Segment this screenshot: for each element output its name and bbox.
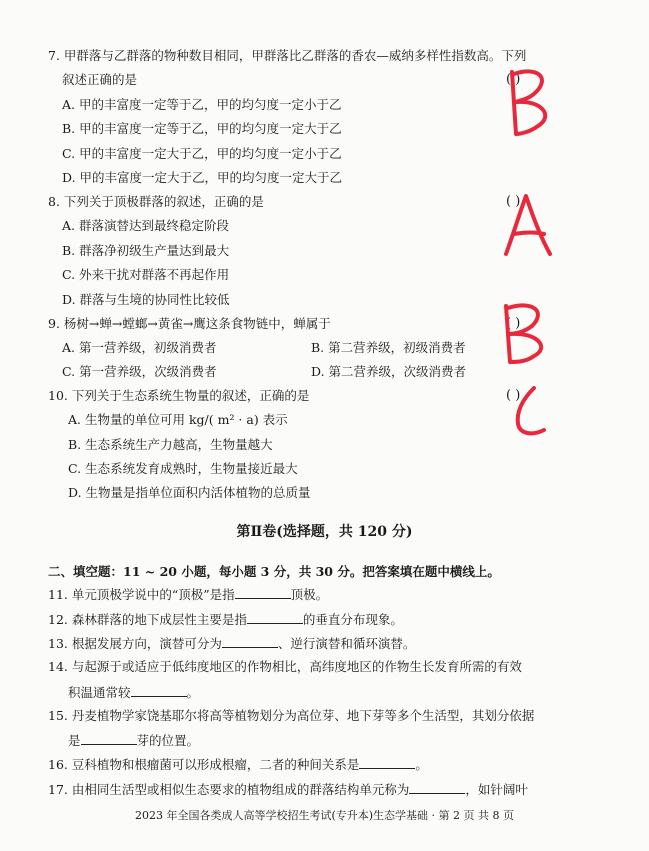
q7-stem-line1: 7. 甲群落与乙群落的物种数目相同，甲群落比乙群落的香农—威纳多样性指数高。下列 — [48, 48, 527, 63]
answer-blank[interactable] — [222, 635, 278, 648]
q7-option-c: C. 甲的丰富度一定大于乙，甲的均匀度一定小于乙 — [62, 146, 342, 161]
q10-stem: 10. 下列关于生态系统生物量的叙述，正确的是 — [48, 388, 310, 403]
q7-option-a: A. 甲的丰富度一定等于乙，甲的均匀度一定小于乙 — [62, 97, 342, 112]
q10-option-c: C. 生态系统发育成熟时，生物量接近最大 — [68, 461, 298, 476]
answer-blank[interactable] — [359, 756, 415, 769]
fill-item: 17. 由相同生活型或相似生态要求的植物组成的群落结构单元称为 ，如针阔叶 — [48, 782, 528, 797]
q7-handwritten-answer — [498, 64, 558, 144]
q9-handwritten-answer — [494, 300, 554, 370]
q7-option-b: B. 甲的丰富度一定等于乙，甲的均匀度一定大于乙 — [62, 121, 342, 136]
q8-option-c: C. 外来干扰对群落不再起作用 — [62, 267, 230, 282]
q10-option-d: D. 生物量是指单位面积内活体植物的总质量 — [68, 485, 311, 500]
fill-item: 12. 森林群落的地下成层性主要是指 的垂直分布现象。 — [48, 612, 403, 627]
q10-option-a: A. 生物量的单位可用 kg/( m² · a) 表示 — [68, 412, 288, 427]
q10-option-b: B. 生态系统生产力越高，生物量越大 — [68, 437, 273, 452]
page-footer: 2023 年全国各类成人高等学校招生考试(专升本)生态学基础 · 第 2 页 共 8 页 — [134, 809, 515, 822]
q10-handwritten-answer — [504, 382, 554, 442]
section-header: 二、填空题：11 ~ 20 小题，每小题 3 分，共 30 分。把答案填在题中横线上。 — [48, 564, 500, 579]
answer-blank[interactable] — [247, 611, 303, 624]
q8-option-d: D. 群落与生境的协同性比较低 — [62, 292, 230, 307]
answer-blank[interactable] — [409, 781, 465, 794]
q9-option-b: B. 第二营养级，初级消费者 — [311, 340, 466, 355]
answer-blank[interactable] — [235, 586, 291, 599]
q8-answer-paren: ( ) — [506, 194, 521, 209]
fill-item: 是 芽的位置。 — [68, 733, 200, 748]
answer-blank[interactable] — [81, 732, 137, 745]
q9-option-c: C. 第一营养级，次级消费者 — [62, 364, 217, 379]
fill-item: 14. 与起源于或适应于低纬度地区的作物相比，高纬度地区的作物生长发育所需的有效 — [48, 659, 522, 674]
q8-handwritten-answer — [498, 192, 558, 262]
fill-item: 积温通常较 。 — [68, 685, 200, 700]
q8-stem: 8. 下列关于顶极群落的叙述，正确的是 — [48, 194, 264, 209]
fill-item: 13. 根据发展方向，演替可分为 、逆行演替和循环演替。 — [48, 636, 416, 651]
q7-stem-line2: 叙述正确的是 — [62, 72, 138, 87]
q9-answer-paren: ( ) — [506, 316, 521, 331]
q7-answer-paren: ( ) — [506, 72, 521, 87]
q8-option-b: B. 群落净初级生产量达到最大 — [62, 243, 230, 258]
fill-item: 15. 丹麦植物学家饶基耶尔将高等植物划分为高位芽、地下芽等多个生活型，其划分依据 — [48, 708, 535, 723]
q8-option-a: A. 群落演替达到最终稳定阶段 — [62, 218, 229, 233]
q9-option-d: D. 第二营养级，次级消费者 — [311, 364, 467, 379]
fill-item: 16. 豆科植物和根瘤菌可以形成根瘤，二者的种间关系是 。 — [48, 757, 428, 772]
answer-blank[interactable] — [131, 684, 187, 697]
q9-stem: 9. 杨树→蝉→螳螂→黄雀→鹰这条食物链中，蝉属于 — [48, 316, 331, 331]
q9-option-a: A. 第一营养级，初级消费者 — [62, 340, 217, 355]
section-title: 第Ⅱ卷(选择题，共 120 分) — [236, 524, 413, 540]
fill-item: 11. 单元顶极学说中的“顶极”是指 顶极。 — [48, 587, 329, 602]
q10-answer-paren: ( ) — [506, 388, 521, 403]
q7-option-d: D. 甲的丰富度一定大于乙，甲的均匀度一定大于乙 — [62, 170, 343, 185]
